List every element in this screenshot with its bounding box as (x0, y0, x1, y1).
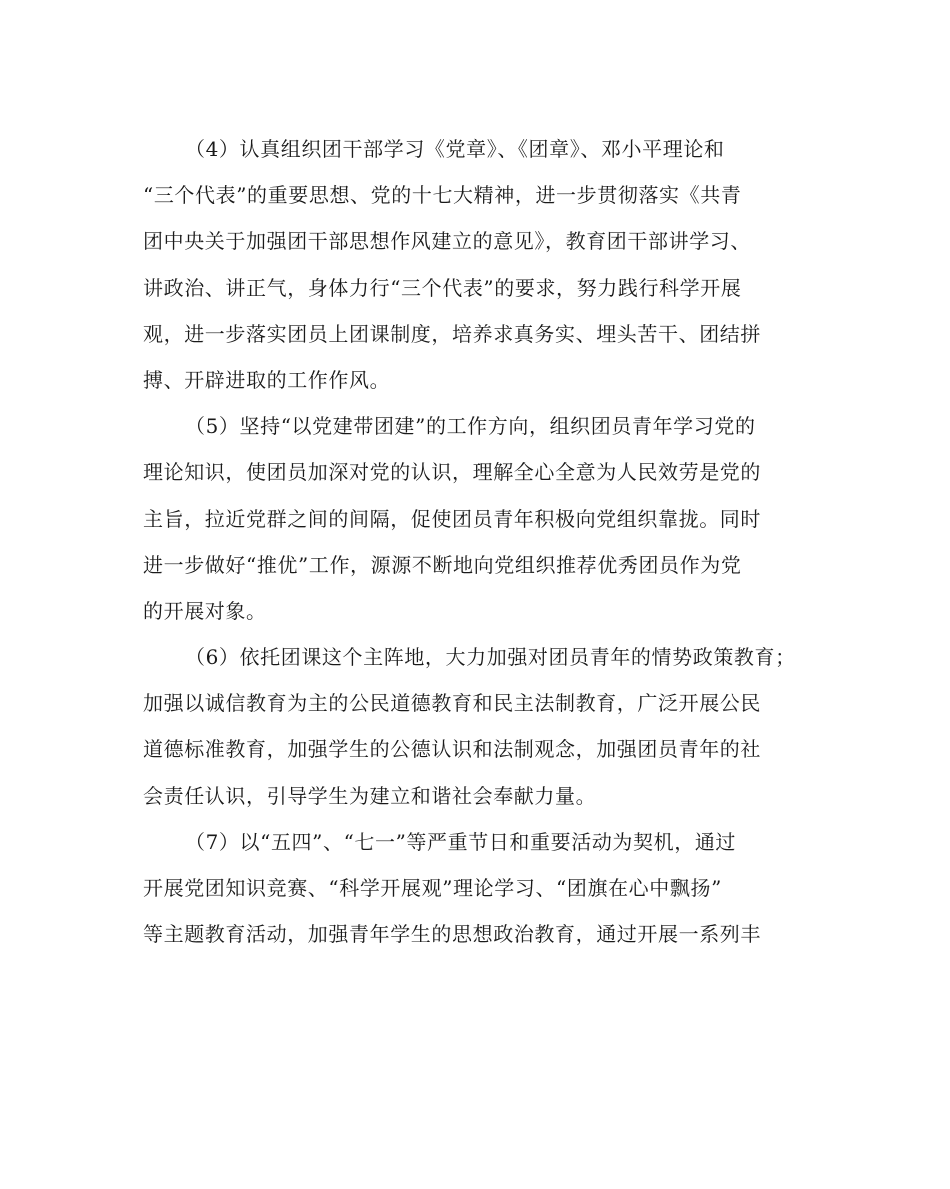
paragraph-4-line-6: 搏、开辟进取的工作作风。 (143, 367, 391, 392)
paragraph-6-line-2: 加强以诚信教育为主的公民道德教育和民主法制教育，广泛开展公民 (143, 691, 761, 716)
paragraph-4-line-4: 讲政治、讲正气，身体力行“三个代表”的要求，努力践行科学开展 (143, 275, 742, 300)
paragraph-7-line-2: 开展党团知识竞赛、“科学开展观”理论学习、“团旗在心中飘扬” (143, 876, 722, 900)
paragraph-4-line-5: 观，进一步落实团员上团课制度，培养求真务实、埋头苦干、团结拼 (143, 321, 761, 346)
paragraph-5-line-4: 进一步做好“推优”工作，源源不断地向党组织推荐优秀团员作为党 (143, 552, 742, 577)
paragraph-5-line-1: （5）坚持“以党建带团建”的工作方向，组织团员青年学习党的 (185, 414, 756, 439)
paragraph-6-line-1: （6）依托团课这个主阵地，大力加强对团员青年的情势政策教育； (185, 645, 796, 670)
document-body (143, 126, 808, 957)
paragraph-4-line-1: （4）认真组织团干部学习《党章》、《团章》、邓小平理论和 (185, 137, 725, 161)
paragraph-6-line-3: 道德标准教育，加强学生的公德认识和法制观念，加强团员青年的社 (143, 737, 761, 762)
paragraph-4-line-2: “三个代表”的重要思想、党的十七大精神，进一步贯彻落实《共青 (143, 183, 742, 208)
paragraph-5-line-3: 主旨，拉近党群之间的间隔，促使团员青年积极向党组织靠拢。同时 (143, 506, 761, 531)
paragraph-7-line-3: 等主题教育活动，加强青年学生的思想政治教育，通过开展一系列丰 (143, 922, 761, 947)
paragraph-5-line-2: 理论知识，使团员加深对党的认识，理解全心全意为人民效劳是党的 (143, 460, 761, 485)
paragraph-5-line-5: 的开展对象。 (143, 598, 267, 623)
paragraph-6-line-4: 会责任认识，引导学生为建立和谐社会奉献力量。 (143, 783, 597, 808)
paragraph-7-line-1: （7）以“五四”、“七一”等严重节日和重要活动为契机，通过 (185, 829, 737, 854)
paragraph-4-line-3: 团中央关于加强团干部思想作风建立的意见》，教育团干部讲学习、 (143, 229, 751, 254)
